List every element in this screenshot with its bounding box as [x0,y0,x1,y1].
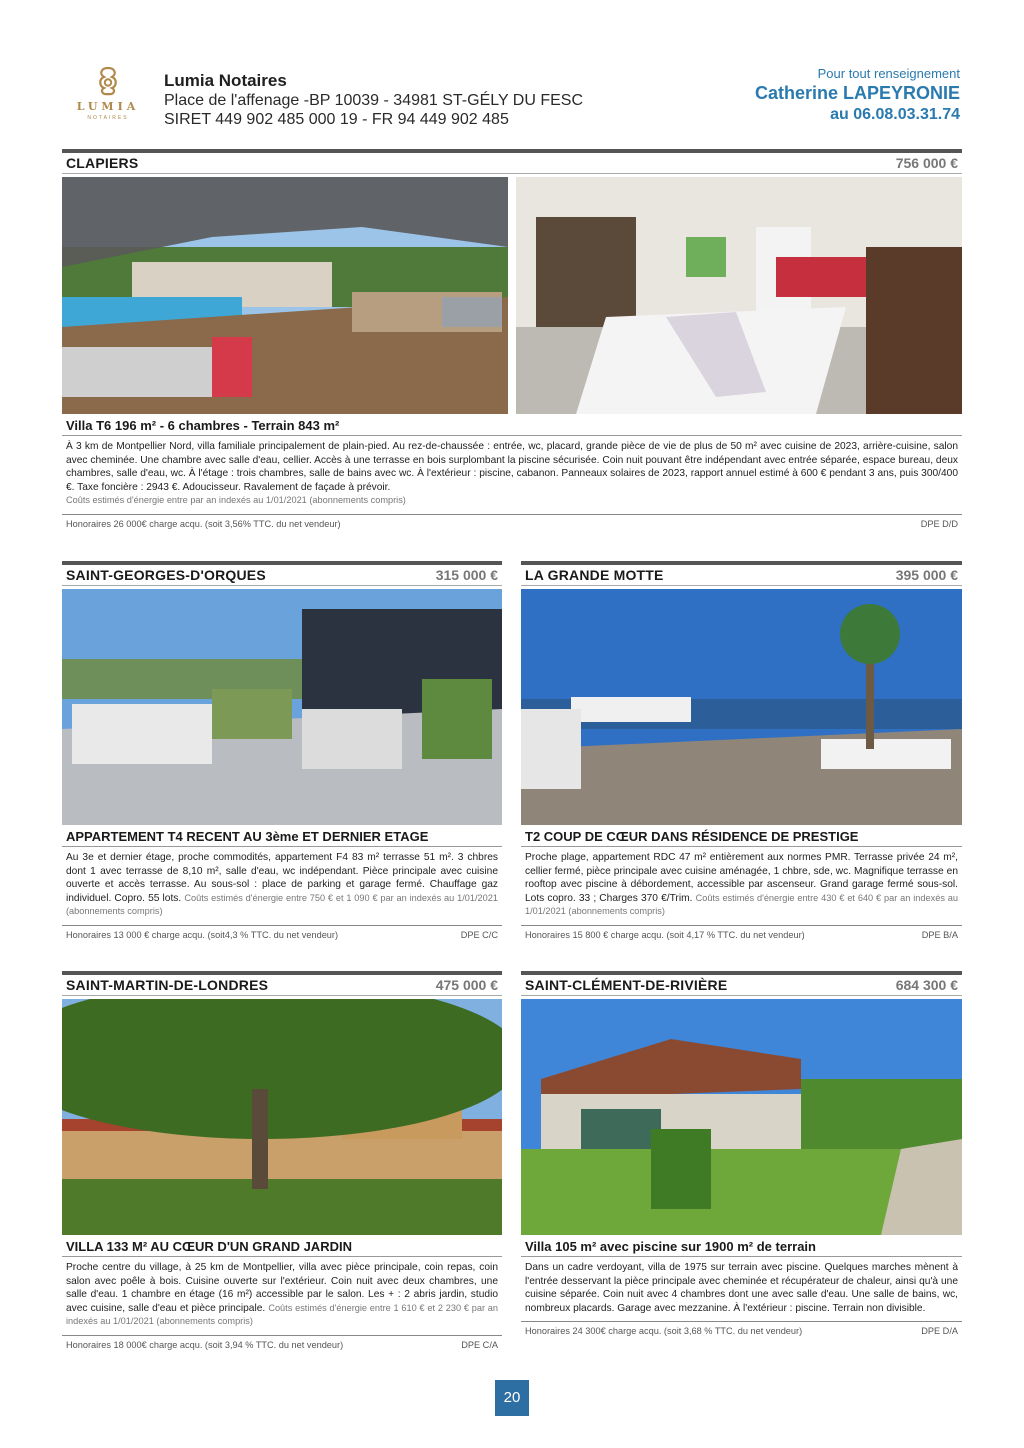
listing-subtitle: Villa 105 m² avec piscine sur 1900 m² de terrain [521,1235,962,1257]
listing-header [521,975,962,996]
listing-footer [62,514,962,529]
listing-fees: Honoraires 13 000 € charge acqu. (soit4,3 % TTC. du net vendeur) [66,929,339,940]
energy-costs: Coûts estimés d'énergie entre par an indexés au 1/01/2021 (abonnements compris) [66,495,406,506]
listing-description [521,1257,962,1315]
listing-header [62,153,962,174]
energy-costs: Coûts estimés d'énergie entre 750 € et 1 090 € par an indexés au 1/01/2021 (abonnements compris) [66,892,498,917]
listing-header [521,565,962,586]
listing-clapiers [62,149,962,529]
listing-description [62,847,502,919]
description-text: À 3 km de Montpellier Nord, villa familiale principalement de plain-pied. Au rez-de-chaussée : entrée, wc, placard, grande pièce de vie de plus de 50 m² avec cuisine de 2023, arrière-cuisine, salon avec cheminée. Une chambre avec salle d'eau, cellier. Accès à une terrasse en bois surplombant la piscine sécurisée. Coin nuit pouvant être indépendant avec entrée séparée, espace bureau, deux chambres, salle d'eau, wc. À l'étage : trois chambres, salle de bains avec wc. À l'extérieur : piscine, cabanon. Panneaux solaires de 2023, rapport annuel estimé à 600 € pendant 3 ans, puis 300/400 €. Taxe foncière : 2943 €. Adoucisseur. Ravalement de façade à prévoir. [66,441,958,493]
description-text: Dans un cadre verdoyant, villa de 1975 sur terrain avec piscine. Quelques marches mènent à l'entrée desservant la pièce principale avec cheminée et récupérateur de chaleur, ainsi qu'à une cuisine séparée. Coin nuit avec 4 chambres dont une avec salle d'eau. Une salle de bains, wc, nombreux placards. Garage avec mezzanine. À l'extérieur : piscine. Terrain non divisible. [525,1262,958,1314]
contact-label: Pour tout renseignement [817,66,960,81]
listing-header [62,565,502,586]
listing-fees: Honoraires 24 300€ charge acqu. (soit 3,68 % TTC. du net vendeur) [525,1326,803,1337]
listing-fees: Honoraires 26 000€ charge acqu. (soit 3,56% TTC. du net vendeur) [66,518,341,529]
listing-city: SAINT-CLÉMENT-DE-RIVIÈRE [525,977,728,993]
property-photo-rooftop-terrace [62,589,502,825]
office-siret: SIRET 449 902 485 000 19 - FR 94 449 902 485 [164,111,509,128]
listing-price: 756 000 € [895,155,958,171]
description-text: Au 3e et dernier étage, proche commodités, appartement F4 83 m² terrasse 51 m². 3 chbres dont 1 avec terrasse de 8,10 m², salle d'eau, wc indépendant. Pièce principale avec cuisine ouverte et accès terrasse. Au sous-sol : place de parking et garage fermé. Chauffage gaz individuel. Copro. 55 lots. [66,852,498,904]
office-address: Place de l'affenage -BP 10039 - 34981 ST-GÉLY DU FESC [164,92,584,109]
listing-price: 684 300 € [895,977,958,993]
property-photo-garden-villa [62,999,502,1235]
energy-costs: Coûts estimés d'énergie entre 1 610 € et 2 230 € par an indexés au 1/01/2021 (abonnements compris) [66,1302,499,1327]
listing-price: 315 000 € [435,567,498,583]
contact-phone: au 06.08.03.31.74 [830,106,960,123]
listing-saint-clement [521,971,962,1336]
description-text: Proche centre du village, à 25 km de Montpellier, villa avec pièce principale, coin repas, coin salon avec poêle à bois. Cuisine ouverte sur l'extérieur. Coin nuit avec deux chambres, une salle d'eau. 1 chambre en étage (16 m²) accessible par le salon. Les + : 2 abris jardin, studio avec cuisine, salle d'eau et pièce principale. [66,1262,498,1314]
contact-person: Catherine LAPEYRONIE [754,83,960,103]
property-photo-terrace [62,177,508,414]
listing-footer [521,925,962,940]
listing-price: 395 000 € [895,567,958,583]
listing-fees: Honoraires 15 800 € charge acqu. (soit 4,17 % TTC. du net vendeur) [525,929,805,940]
office-name: Lumia Notaires [164,71,287,90]
listing-dpe: DPE C/A [461,1339,498,1350]
listing-dpe: DPE B/A [921,929,958,940]
listing-subtitle: T2 COUP DE CŒUR DANS RÉSIDENCE DE PRESTIGE [521,825,962,847]
listing-dpe: DPE D/D [920,518,958,529]
description-text: Proche plage, appartement RDC 47 m² entièrement aux normes PMR. Terrasse privée 24 m², cellier fermé, pièce principale avec cuisine aménagée, 1 chbre, sde, wc. Magnifique terrasse en rooftop avec piscine à débordement, accessible par ascenseur. Grand garage fermé sous-sol. Lots copro. 33 ; Charges 370 €/Trim. [525,852,958,904]
energy-costs: Coûts estimés d'énergie entre 430 € et 640 € par an indexés au 1/01/2021 (abonnements compris) [525,892,958,917]
contact-info [755,66,960,124]
property-photo-villa-lawn [521,999,962,1235]
logo-sub: NOTAIRES [87,115,129,121]
listing-header [62,975,502,996]
page-number: 20 [495,1380,529,1416]
listing-subtitle: APPARTEMENT T4 RECENT AU 3ème ET DERNIER ETAGE [62,825,502,847]
listing-description [521,847,962,919]
listing-subtitle: Villa T6 196 m² - 6 chambres - Terrain 843 m² [62,414,962,436]
office-info [164,71,583,129]
listing-subtitle: VILLA 133 M² AU CŒUR D'UN GRAND JARDIN [62,1235,502,1257]
listing-city: SAINT-MARTIN-DE-LONDRES [66,977,269,993]
listing-dpe: DPE D/A [921,1326,958,1337]
listing-description [62,1257,502,1329]
listing-footer [521,1321,962,1336]
listing-city: SAINT-GEORGES-D'ORQUES [66,567,266,583]
listing-fees: Honoraires 18 000€ charge acqu. (soit 3,94 % TTC. du net vendeur) [66,1339,344,1350]
listing-saint-martin [62,971,502,1350]
listing-saint-georges [62,561,502,940]
logo-brand: LUMIA [76,100,140,113]
lumia-logo-icon [95,66,121,96]
property-photo-living-room [516,177,962,414]
listing-la-grande-motte [521,561,962,940]
property-photo-sea-view-rooftop [521,589,962,825]
listing-footer [62,925,502,940]
listing-footer [62,1335,502,1350]
listing-city: LA GRANDE MOTTE [525,567,664,583]
lumia-logo [62,66,154,130]
listing-price: 475 000 € [435,977,498,993]
listing-city: CLAPIERS [66,155,139,171]
listing-description [62,436,962,508]
listing-dpe: DPE C/C [460,929,498,940]
